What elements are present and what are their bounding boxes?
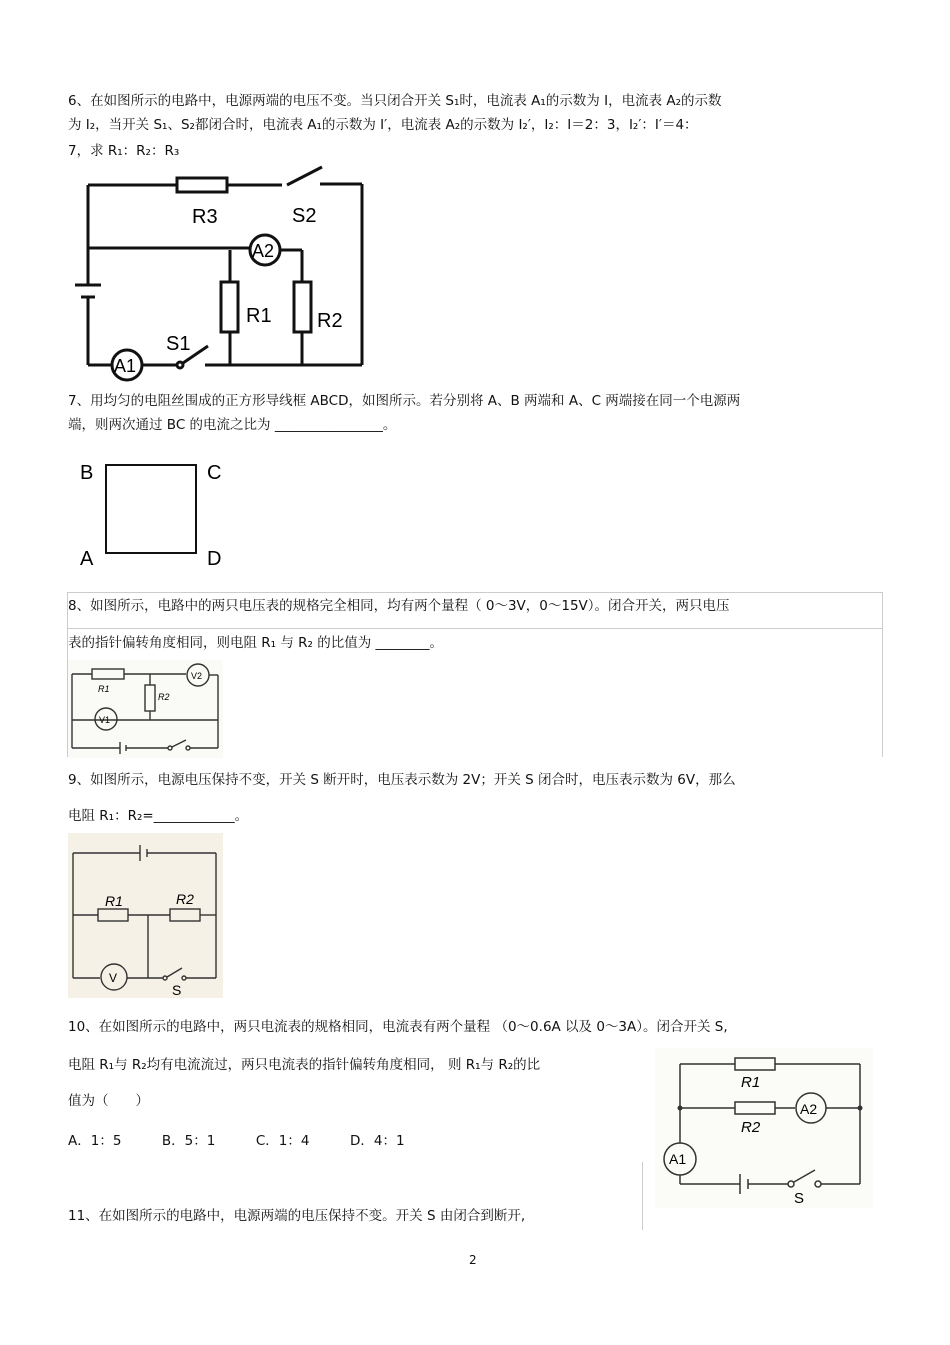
q6-label-r3: R3 [192, 206, 218, 228]
q10-label-r2: R2 [741, 1119, 761, 1136]
q9-label-r2: R2 [176, 891, 194, 907]
q10-label-a1: A1 [669, 1151, 687, 1167]
q8-label-r2: R2 [158, 692, 170, 702]
q8-label-v1: V1 [99, 715, 111, 725]
q8-frame-divider [67, 628, 882, 629]
q9-text-line-1: 9、如图所示，电源电压保持不变，开关 S 断开时，电压表示数为 2V；开关 S 闭合时，电压表示数为 6V，那么 [68, 772, 736, 788]
q10-text-line-2: 电阻 R₁与 R₂均有电流流过，两只电流表的指针偏转角度相同， 则 R₁与 R₂的比 [68, 1057, 541, 1073]
q7-label-a: A [80, 548, 94, 570]
q10-circuit-diagram [655, 1048, 873, 1208]
q7-square-diagram [74, 455, 234, 570]
q10-figure-edge [642, 1162, 643, 1230]
q8-frame-top [67, 592, 882, 593]
q10-options: A．1：5 B．5：1 C．1：4 D．4：1 [68, 1133, 405, 1149]
q8-text-line-1: 8、如图所示，电路中的两只电压表的规格完全相同，均有两个量程（ 0～3V，0～15V）。闭合开关，两只电压 [68, 598, 730, 614]
q8-circuit-diagram [68, 660, 223, 758]
q6-label-a1: A1 [114, 356, 137, 376]
q8-label-r1: R1 [98, 684, 110, 694]
q10-label-s: S [794, 1190, 805, 1207]
q9-circuit-diagram [68, 833, 223, 998]
q9-label-v: V [109, 971, 118, 985]
q7-text-line-2: 端，则两次通过 BC 的电流之比为 ________________。 [68, 417, 397, 433]
q10-text-line-1: 10、在如图所示的电路中，两只电流表的规格相同，电流表有两个量程 （0～0.6A 以及 0～3A）。闭合开关 S, [68, 1019, 728, 1035]
q6-text-line-3: 7，求 R₁：R₂：R₃ [68, 143, 180, 159]
q6-text-line-1: 6、在如图所示的电路中，电源两端的电压不变。当只闭合开关 S₁时，电流表 A₁的示数为 I，电流表 A₂的示数 [68, 93, 722, 109]
q7-label-b: B [80, 462, 94, 484]
q6-label-s1: S1 [166, 333, 191, 355]
q6-label-s2: S2 [292, 205, 317, 227]
q10-text-line-3: 值为（ ） [68, 1093, 149, 1109]
q8-text-line-2: 表的指针偏转角度相同，则电阻 R₁ 与 R₂ 的比值为 ________。 [68, 635, 444, 651]
q7-label-d: D [207, 548, 222, 570]
q6-circuit-diagram [70, 160, 380, 385]
q7-text-line-1: 7、用均匀的电阻丝围成的正方形导线框 ABCD，如图所示。若分别将 A、B 两端和 A、C 两端接在同一个电源两 [68, 393, 741, 409]
q7-label-c: C [207, 462, 222, 484]
q9-text-line-2: 电阻 R₁：R₂=____________。 [68, 808, 249, 824]
q10-label-a2: A2 [800, 1101, 818, 1117]
q6-label-a2: A2 [252, 241, 275, 261]
q9-label-s: S [172, 982, 182, 998]
q9-label-r1: R1 [105, 893, 123, 909]
q11-text-line-1: 11、在如图所示的电路中，电源两端的电压保持不变。开关 S 由闭合到断开, [68, 1208, 526, 1224]
q6-label-r2: R2 [317, 310, 343, 332]
q6-text-line-2: 为 I₂，当开关 S₁、S₂都闭合时，电流表 A₁的示数为 I′，电流表 A₂的示数为 I₂′，I₂：I＝2：3，I₂′：I′＝4： [68, 117, 698, 133]
q10-label-r1: R1 [741, 1074, 761, 1091]
page-number: 2 [469, 1253, 477, 1267]
q6-label-r1: R1 [246, 305, 272, 327]
q8-label-v2: V2 [191, 671, 203, 681]
